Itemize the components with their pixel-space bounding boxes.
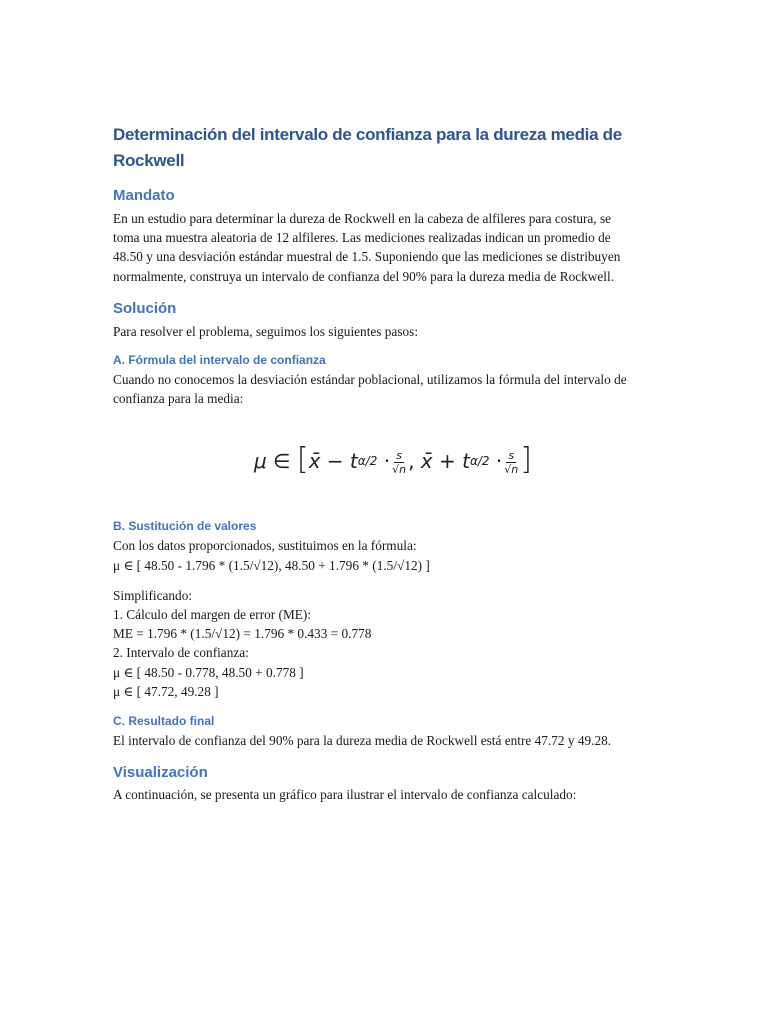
document-content — [113, 122, 633, 804]
simplificando-line-2: 1. Cálculo del margen de error (ME): — [113, 607, 312, 623]
heading-resultado: C. Resultado final — [113, 714, 215, 729]
mandato-text: En un estudio para determinar la dureza de Rockwell en la cabeza de alfileres para costura, se toma una muestra aleatoria de 12 alfileres. Las mediciones realizadas indican un promedio de 48.50 y una desviación estándar muestral de 1.5. Suponiendo que las mediciones se distribuyen normalmente, construya un intervalo de confianza del 90% para la dureza media de Rockwell. — [113, 211, 621, 284]
simplificando-line-6: μ ∈ [ 47.72, 49.28 ] — [113, 683, 219, 699]
solucion-intro: Para resolver el problema, seguimos los siguientes pasos: — [113, 323, 419, 339]
confidence-interval-formula: μ ∈ [ x̄ − t α/2 · $\frac{s}{√n}$ , x̄ + t α/2 · $\frac{s}{√n}$ ] — [254, 442, 532, 478]
formula-intro-text: Cuando no conocemos la desviación estándar poblacional, utilizamos la fórmula del intervalo de confianza para la media: — [113, 372, 627, 407]
simplificando-line-3: ME = 1.796 * (1.5/√12) = 1.796 * 0.433 = 0.778 — [113, 626, 372, 642]
heading-visualizacion: Visualización — [113, 764, 208, 782]
visualizacion-text: A continuación, se presenta un gráfico para ilustrar el intervalo de confianza calculado: — [113, 787, 577, 803]
sustitucion-line-2: μ ∈ [ 48.50 - 1.796 * (1.5/√12), 48.50 + 1.796 * (1.5/√12) ] — [113, 557, 430, 573]
formula-block — [113, 442, 633, 478]
simplificando-line-4: 2. Intervalo de confianza: — [113, 645, 249, 661]
heading-solucion: Solución — [113, 299, 177, 317]
resultado-text: El intervalo de confianza del 90% para la dureza media de Rockwell está entre 47.72 y 49.28. — [113, 733, 612, 749]
heading-mandato: Mandato — [113, 187, 175, 204]
document-title: Determinación del intervalo de confianza para la dureza media de Rockwell — [113, 125, 622, 170]
simplificando-line-5: μ ∈ [ 48.50 - 0.778, 48.50 + 0.778 ] — [113, 664, 304, 680]
simplificando-line-1: Simplificando: — [113, 587, 193, 603]
sustitucion-line-1: Con los datos proporcionados, sustituimos en la fórmula: — [113, 538, 417, 554]
heading-formula: A. Fórmula del intervalo de confianza — [113, 353, 326, 368]
heading-sustitucion: B. Sustitución de valores — [113, 519, 257, 534]
